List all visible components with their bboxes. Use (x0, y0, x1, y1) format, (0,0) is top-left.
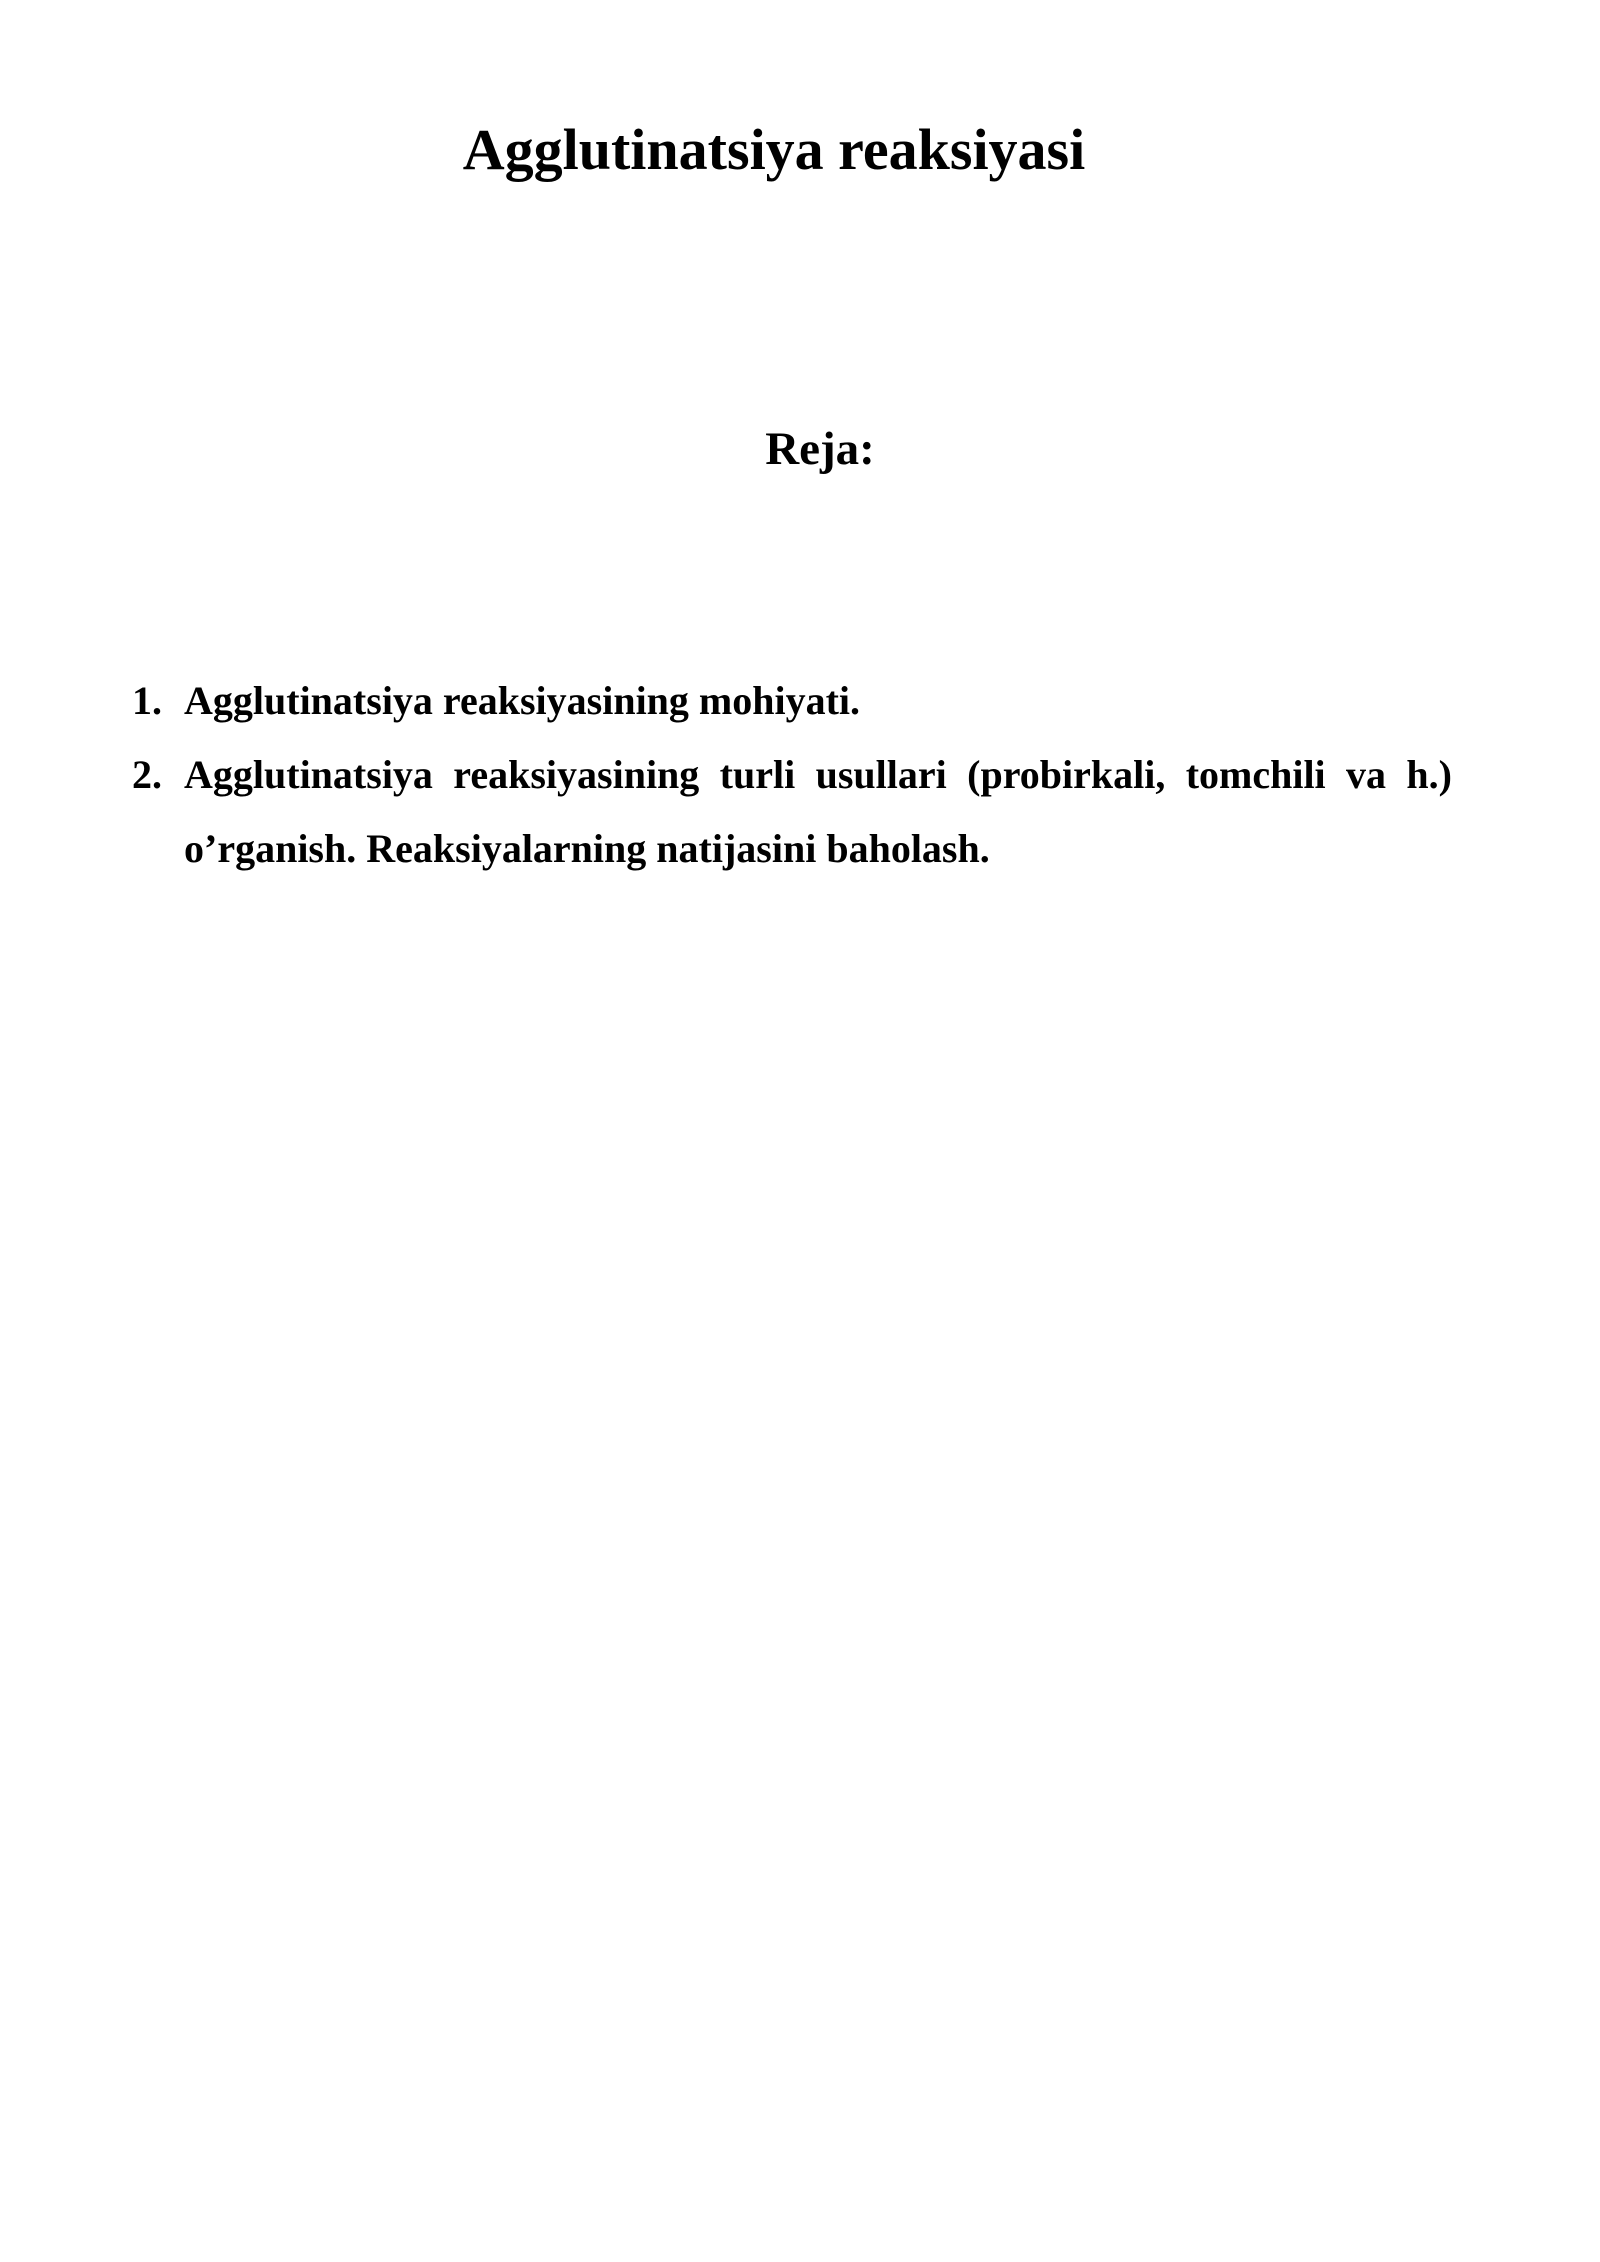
document-title: Agglutinatsiya reaksiyasi (462, 117, 1086, 182)
plan-item-text: Agglutinatsiya reaksiyasining mohiyati. (184, 678, 861, 723)
plan-item-text: Agglutinatsiya reaksiyasining turli usullari (probirkali, tomchili va h.) o’rganish. Reaksiyalarning natijasini baholash. (184, 752, 1452, 871)
plan-list (132, 664, 1452, 886)
plan-item-2 (132, 738, 1452, 886)
plan-item-number: 2. (132, 752, 162, 797)
plan-item-1 (132, 664, 1452, 738)
plan-item-number: 1. (132, 678, 162, 723)
plan-heading: Reja: (765, 423, 875, 475)
